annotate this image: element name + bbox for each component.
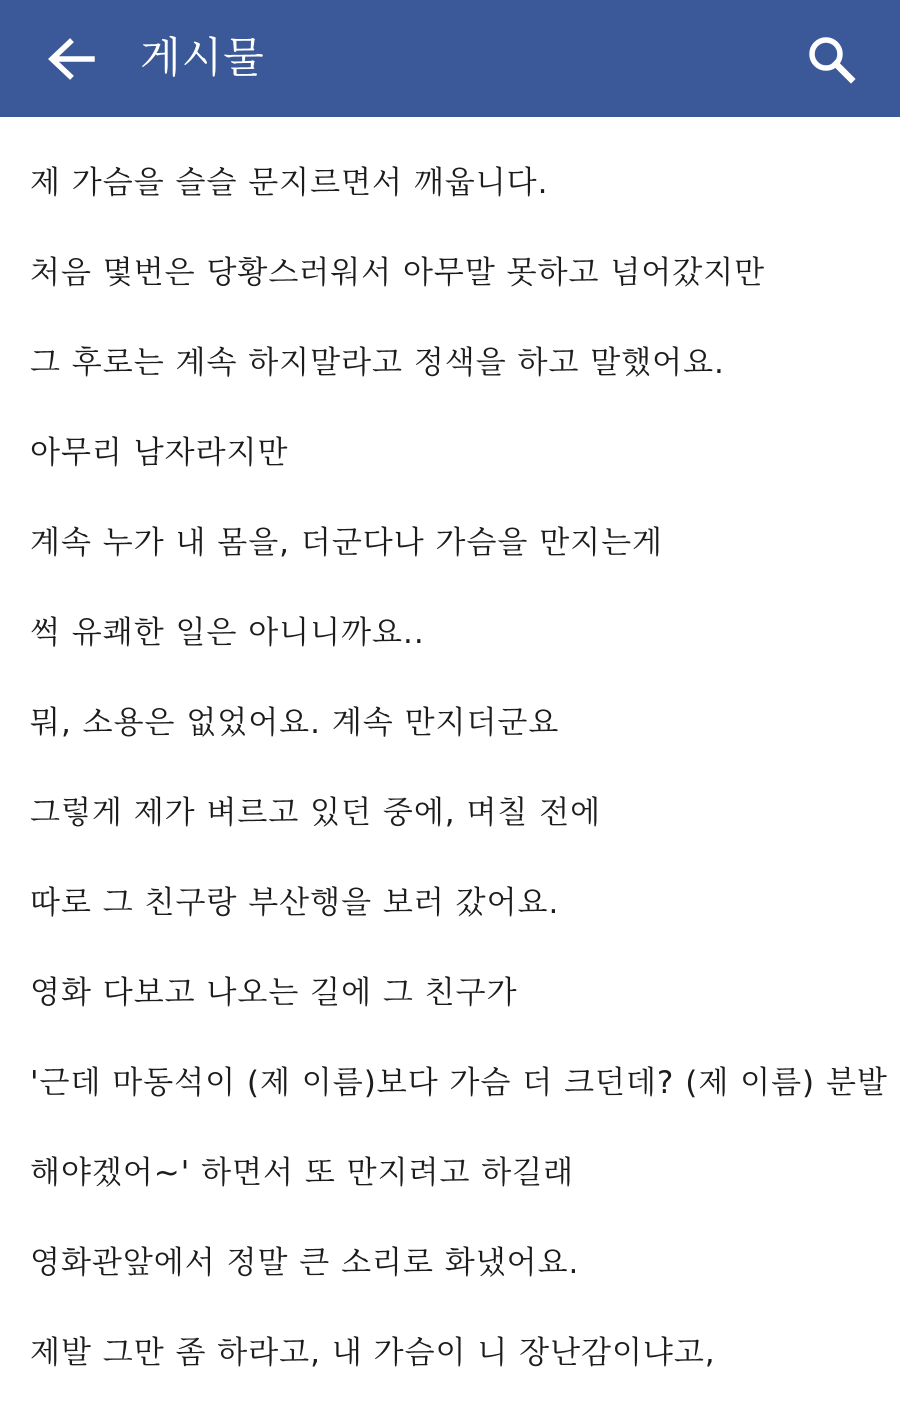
post-body xyxy=(0,117,900,1410)
post-line: 영화 다보고 나오는 길에 그 친구가 xyxy=(30,975,518,1011)
post-line: 아무리 남자라지만 xyxy=(30,435,289,471)
post-line: '근데 마동석이 (제 이름)보다 가슴 더 크던데? (제 이름) 분발 xyxy=(30,1065,888,1101)
search-icon xyxy=(806,34,856,84)
post-line: 뭐, 소용은 없었어요. 계속 만지더군요 xyxy=(30,705,560,741)
page-title: 게시물 xyxy=(140,33,265,82)
search-button[interactable] xyxy=(800,28,862,90)
post-line: 제 가슴을 슬슬 문지르면서 깨웁니다. xyxy=(30,165,549,201)
post-line: 그 후로는 계속 하지말라고 정색을 하고 말했어요. xyxy=(30,345,725,381)
post-line: 해야겠어~' 하면서 또 만지려고 하길래 xyxy=(30,1155,575,1191)
post-line: 제발 그만 좀 하라고, 내 가슴이 니 장난감이냐고, xyxy=(30,1335,716,1371)
app-header xyxy=(0,0,900,117)
post-line: 계속 누가 내 몸을, 더군다나 가슴을 만지는게 xyxy=(30,525,664,561)
post-line: 처음 몇번은 당황스러워서 아무말 못하고 넘어갔지만 xyxy=(30,255,766,291)
post-line: 그렇게 제가 벼르고 있던 중에, 며칠 전에 xyxy=(30,795,602,831)
arrow-left-icon xyxy=(46,37,96,81)
post-line: 영화관앞에서 정말 큰 소리로 화냈어요. xyxy=(30,1245,580,1281)
post-line: 따로 그 친구랑 부산행을 보러 갔어요. xyxy=(30,885,560,921)
back-button[interactable] xyxy=(40,28,102,90)
post-line: 썩 유쾌한 일은 아니니까요.. xyxy=(30,615,425,651)
